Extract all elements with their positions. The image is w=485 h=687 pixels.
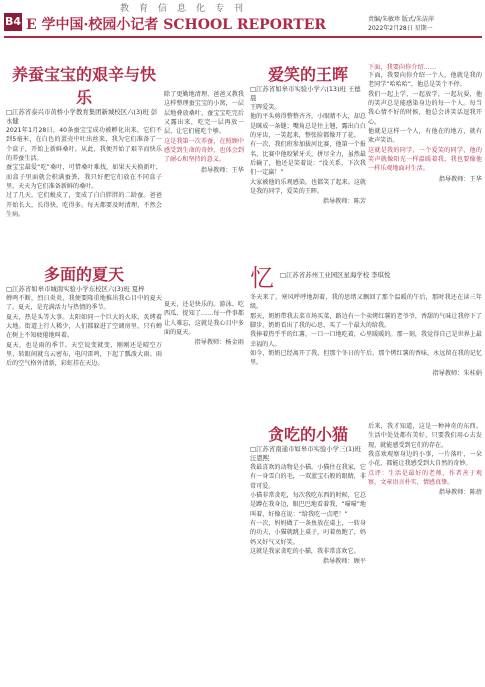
article-paragraph: 蝉鸣不断，烈日炎炎，我便要隆重地推出我心目中的夏天了。夏天，是充满活力与热情的季节。 <box>6 295 162 312</box>
article-memory <box>250 258 482 418</box>
article-paragraph: 小猫非常贪吃，每次我吃东西的时候，它总是蹲在我身边，眼巴巴地看着我，“喵喵”地叫着，好像在说：“给我吃一点吧！” <box>250 492 366 518</box>
header-rule <box>4 36 482 38</box>
article-teacher: 指导教师：王华 <box>200 166 244 174</box>
article-paragraph: 我喜欢观察身边的小事，一片落叶，一朵小花，都能让我感受到大自然的奇妙。 <box>368 451 482 468</box>
article-comment: 点评：生活是最好的老师，作者善于观察，文章语言朴实，情感真挚。 <box>368 469 482 487</box>
article-paragraph: 他的平头剪得整整齐齐，小眼睛不大，却总是眯成一条缝；嘴角总是往上翘，露出白白的牙齿，一笑起来，整张脸都像开了花。 <box>250 113 366 140</box>
article-paragraph: 有一次，妈妈做了一条鱼放在桌上，一转身的功夫，小猫就跳上桌子，叼着鱼跑了，妈妈又好气又好笑。 <box>250 520 366 546</box>
article-teacher: 指导教师：杨金雨 <box>194 339 244 347</box>
article-deco: 下面，我要向你介绍…… <box>368 64 437 71</box>
article-byline: □江苏省如皋市实验小学六(13)班 王德晨 <box>250 85 361 102</box>
article-title: 贪吃的小猫 <box>267 425 348 444</box>
masthead: E 学中国·校园小记者 SCHOOL REPORTER <box>26 17 327 33</box>
article-byline: □江苏省如皋市城南实验小学东校区六(3)班 夏梓 <box>6 285 145 293</box>
article-paragraph: 王晖爱笑。 <box>250 104 281 111</box>
article-paragraph: 我捧着热乎乎的红薯，一口一口地吃着，心里暖暖的。那一刻，我觉得自己是世界上最幸福的人。 <box>250 331 482 348</box>
article-cat <box>250 422 366 684</box>
article-teacher: 指导教师：王华 <box>438 175 482 183</box>
article-paragraph: 过了几天，它们蜕皮了，变成了白白胖胖的二龄蚕。爸爸开始长大，长得快，吃得多。每天都要及时清理，不然会生病。 <box>6 192 162 219</box>
article-paragraph: 后来，我才知道，这是一种神奇的东西。生活中处处都有美好，只要我们用心去发现，就能感受到它们的存在。 <box>368 423 482 449</box>
article-big-char: 忆 <box>250 264 274 292</box>
article-paragraph: 2021年1月28日，40条蚕宝宝成功被孵化出来，它们不到5毫米，在白色的蛋壳中吐出丝来，我为它们准备了一个盒子，开始上新鲜桑叶。从此，我便开始了艰辛而快乐的养蚕生活。 <box>6 127 162 163</box>
article-paragraph: 下面，我要向你介绍一个人，他就是我的老同学“哈哈哈”，他总是笑个不停。 <box>368 72 482 89</box>
article-paragraph: 大家被他的乐观感染，也都笑了起来。这就是我的同学，爱笑的王晖。 <box>250 178 366 196</box>
article-paragraph: 那天，奶奶带我去菜市场买菜，路边有一个卖烤红薯的老爷爷，香甜的气味让我停下了脚步。奶奶看出了我的心思，买了一个最大的给我。 <box>250 312 482 330</box>
article-title: 养蚕宝宝的艰辛与快乐 <box>11 65 156 107</box>
article-byline: □江苏省泰兴市黄桥小学教育集团新城校区六(3)班 彭永健 <box>6 108 158 125</box>
header-deco-text: 教育信息化专刊 <box>120 4 254 14</box>
article-teacher: 指导教师：顾平 <box>322 558 366 566</box>
article-paragraph: 如今，奶奶已经离开了我，但那个冬日的午后，那个烤红薯的香味，永远留在我的记忆里。 <box>250 350 482 367</box>
article-comment: 这是我第一次养蚕，在照顾中感受到生命的奇妙，也体会到了耐心和坚持的意义。 <box>164 137 244 164</box>
article-paragraph: 有一次，我们班参加拔河比赛，他第一个报名，比赛中他咬紧牙关，拼尽全力，虽然最后输了，他还是笑着说：“没关系，下次我们一定赢！” <box>250 141 366 177</box>
article-paragraph: 除了更勤地清理，爸爸又教我这样整理蚕宝宝的小窝，一层层地叠放桑叶，蚕宝宝吃完后又露出来，吃完一层再放一层，让它们能吃个够。 <box>164 91 244 136</box>
article-comment: 这就是我的同学，一个爱笑的同学，他的笑声就像阳光一样温暖着我，我也要像他一样乐观地面对生活。 <box>368 146 482 173</box>
article-smiling <box>250 62 366 252</box>
article-paragraph: 我最喜欢的动物是小猫。小猫住在我家，它有一身雪白的毛，一双蓝宝石般的眼睛，非常可爱。 <box>250 464 366 490</box>
article-summer <box>6 262 162 682</box>
article-paragraph: 他就是这样一个人，有他在的地方，就有欢声笑语。 <box>368 128 482 145</box>
article-paragraph: 这就是我家贪吃的小猫，我非常喜欢它。 <box>250 548 360 556</box>
editor-line: 责编/朱敏珍 版式/朱洁萍 <box>368 16 434 23</box>
article-paragraph: 冬天来了，寒风呼呼地刮着，我的思绪又飘回了那个温暖的午后，那时我还在读三年级。 <box>250 294 482 311</box>
article-paragraph: 夏天，还是快乐的。游泳、吃西瓜、捉知了……每一件事都让人难忘，这就是我心目中多面的夏天。 <box>164 301 244 337</box>
date-line: 2022年2月28日 星期一 <box>368 25 433 32</box>
article-paragraph: 夏天，热是头等大事。太阳如同一个巨大的火球，炙烤着大地。街道上行人稀少，人们都躲进了空调房里，只有蝉在树上不知疲倦地叫着。 <box>6 313 162 340</box>
article-byline: □江苏省苏州工业园区星海学校 李琪悦 <box>280 271 391 279</box>
article-paragraph: 我们一起上学，一起放学，一起玩耍，他的笑声总是能感染身边的每一个人。每当我心情不好的时候，他总会讲笑话逗我开心。 <box>368 90 482 126</box>
header-info <box>368 15 482 33</box>
article-silkworm-col2 <box>164 90 244 252</box>
article-title: 爱笑的王晖 <box>267 65 348 84</box>
article-paragraph: 夏天，也是雨的季节。天空说变就变，刚刚还是晴空万里，转眼间就乌云密布，电闪雷鸣，下起了瓢泼大雨。雨后的空气格外清新，彩虹挂在天边。 <box>6 341 162 368</box>
article-right-bottom <box>368 422 482 684</box>
article-friend <box>368 62 482 252</box>
section-tag: B4 <box>4 13 22 31</box>
article-title: 多面的夏天 <box>43 265 124 284</box>
article-teacher: 指导教师：陈蓓 <box>438 489 482 497</box>
article-teacher: 指导教师：陈芳 <box>322 198 366 206</box>
article-paragraph: 蚕宝宝最爱“吃”桑叶，可惜桑叶难找，如果天天换新叶，而盒子里面就会积满蚕粪，我只好把它们放在不同盒子里，天天为它们准备新鲜的桑叶。 <box>6 164 162 191</box>
article-byline: □江苏省南通市如皋市实验小学三(1)班 汪恩熙 <box>250 445 361 462</box>
article-summer-col2 <box>164 300 244 682</box>
article-teacher: 指导教师：朱桂娟 <box>432 369 482 377</box>
article-silkworm <box>6 62 162 252</box>
